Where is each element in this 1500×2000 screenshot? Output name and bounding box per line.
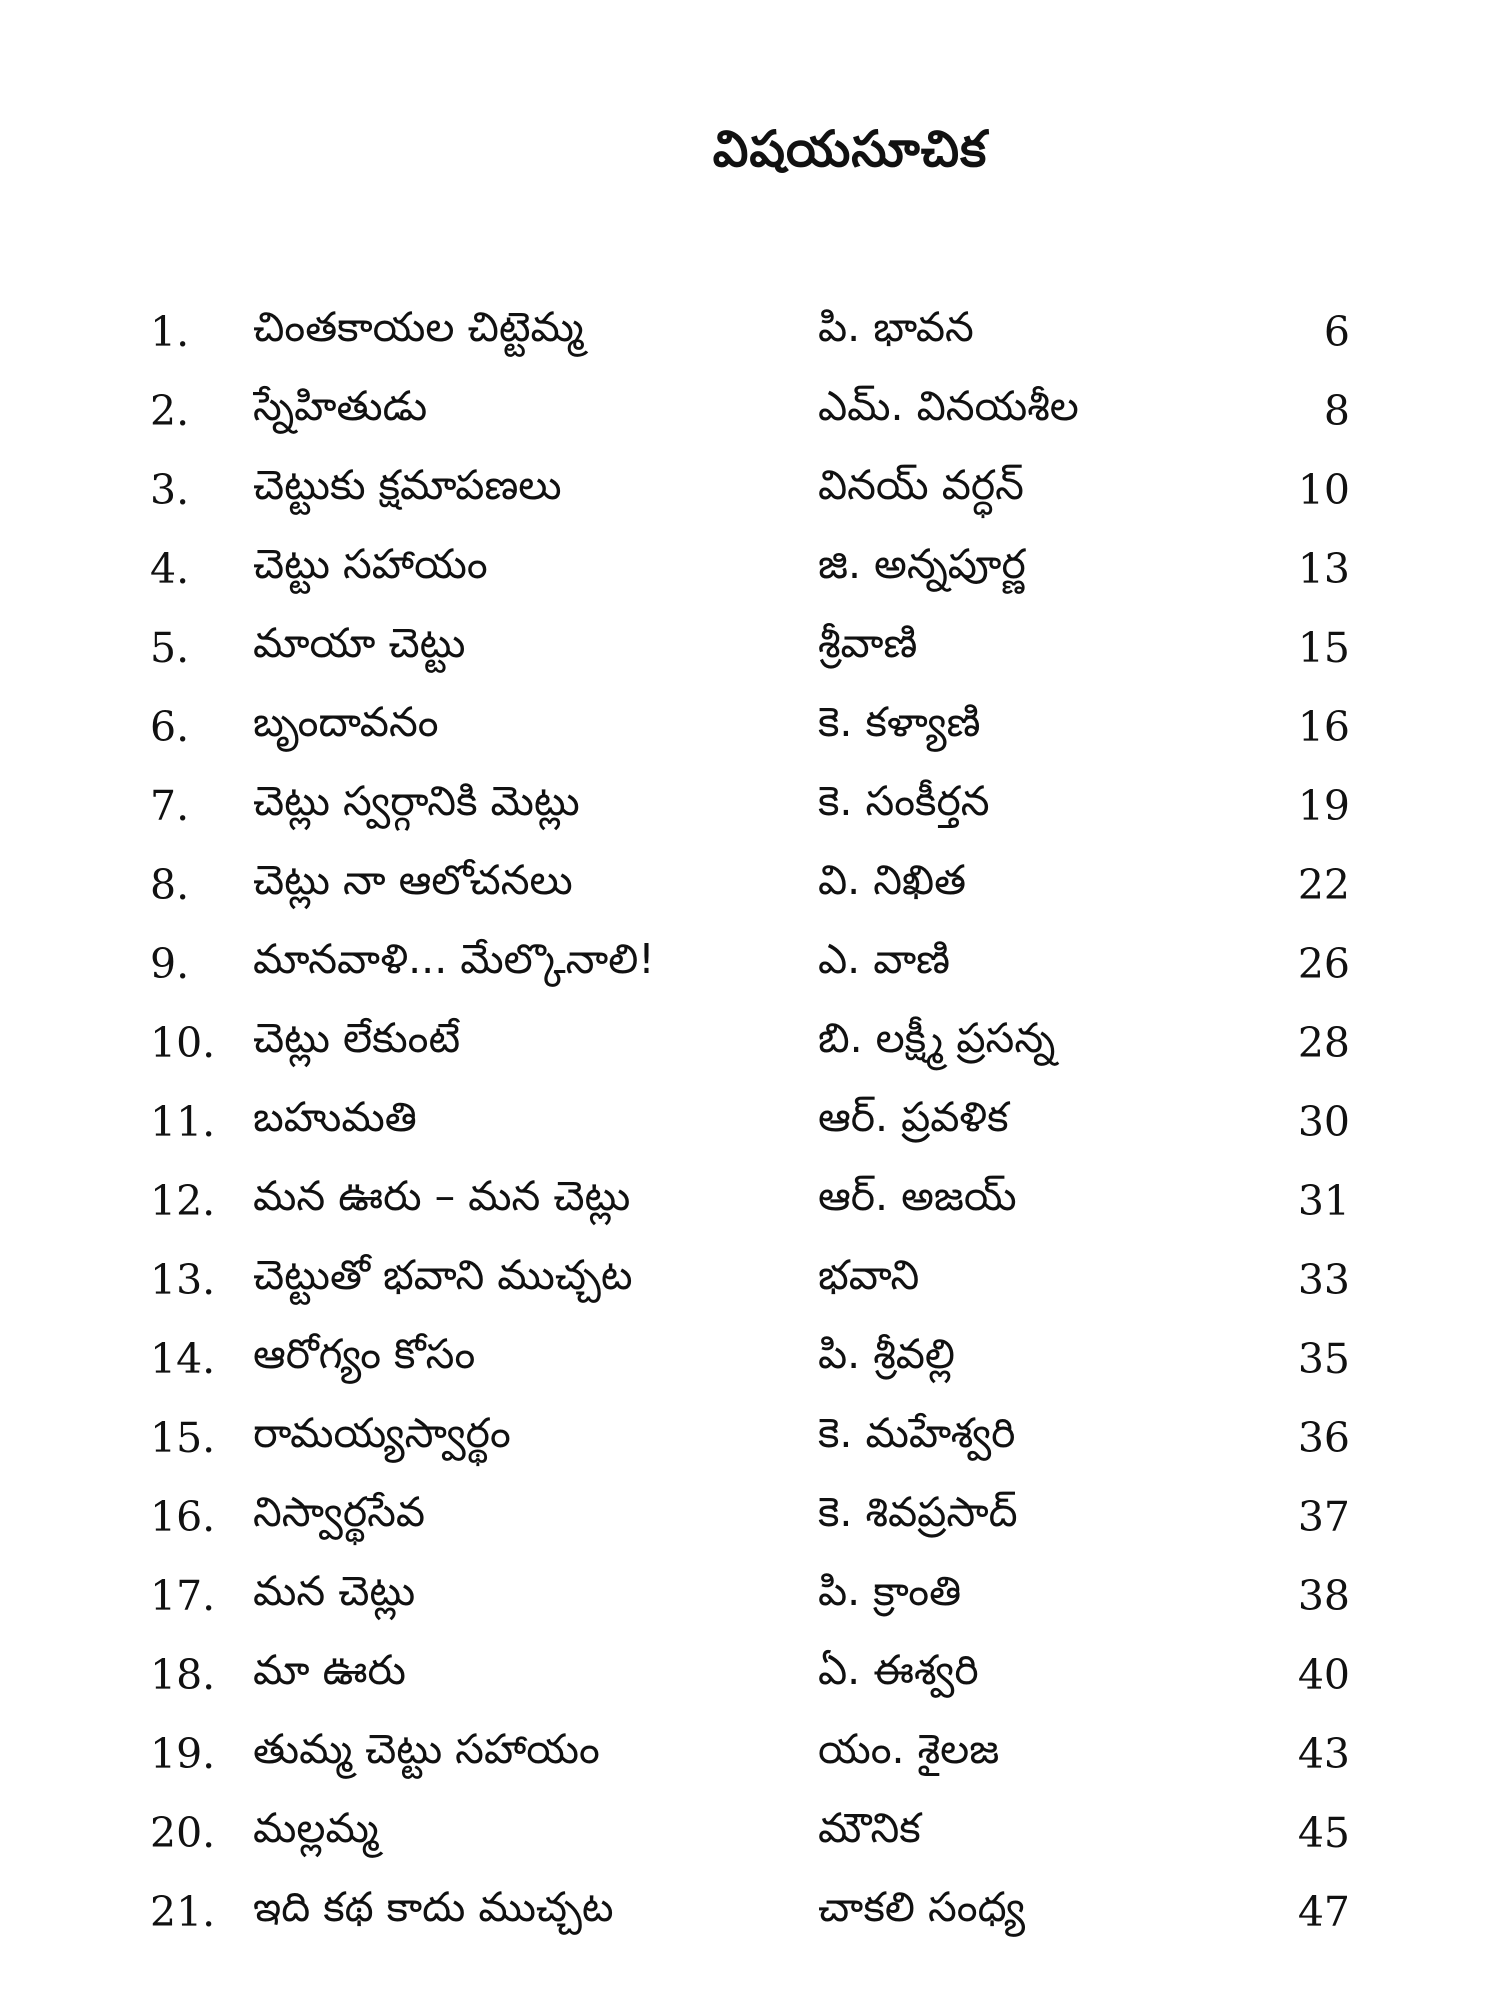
author-name: జి. అన్నపూర్ణ (818, 539, 1026, 588)
author-name: బి. లక్ష్మీ ప్రసన్న (818, 1013, 1056, 1062)
story-title: మా ఊరు (253, 1645, 406, 1694)
toc-entry (150, 1635, 1370, 1714)
page-number: 30 (1297, 1097, 1350, 1146)
toc-entry (150, 766, 1370, 845)
story-title: మన ఊరు – మన చెట్లు (253, 1171, 631, 1220)
entry-number: 18. (150, 1650, 216, 1699)
entry-number: 2. (150, 386, 190, 435)
story-title: చెట్లు స్వర్గానికి మెట్లు (253, 776, 580, 825)
entry-number: 5. (150, 623, 190, 672)
author-name: భవాని (818, 1250, 920, 1299)
story-title: చెట్లు నా ఆలోచనలు (253, 855, 573, 904)
story-title: మానవాళి... మేల్కొనాలి! (253, 934, 655, 983)
author-name: ఆర్. ప్రవళిక (818, 1092, 1009, 1141)
story-title: నిస్వార్థసేవ (253, 1487, 426, 1536)
author-name: ఏ. ఈశ్వరి (818, 1645, 979, 1694)
author-name: కె. సంకీర్తన (818, 776, 990, 825)
page-number: 10 (1297, 465, 1350, 514)
page-number: 35 (1297, 1334, 1350, 1383)
table-of-contents (150, 292, 1370, 1951)
author-name: మౌనిక (818, 1803, 921, 1852)
story-title: చెట్టు సహాయం (253, 539, 488, 588)
page-number: 33 (1297, 1255, 1350, 1304)
page-number: 8 (1323, 386, 1350, 435)
page-title: విషయసూచిక (712, 120, 988, 178)
story-title: ఇది కథ కాదు ముచ్చట (253, 1882, 614, 1931)
story-title: చెట్టుకు క్షమాపణలు (253, 460, 562, 509)
toc-entry (150, 1161, 1370, 1240)
author-name: పి. క్రాంతి (818, 1566, 962, 1615)
author-name: ఆర్. అజయ్ (818, 1171, 1017, 1220)
entry-number: 7. (150, 781, 190, 830)
story-title: మన చెట్లు (253, 1566, 416, 1615)
story-title: చెట్టుతో భవాని ముచ్చట (253, 1250, 633, 1299)
entry-number: 13. (150, 1255, 216, 1304)
story-title: బహుమతి (253, 1092, 417, 1141)
toc-entry (150, 608, 1370, 687)
author-name: కె. శివప్రసాద్ (818, 1487, 1018, 1536)
story-title: రామయ్యస్వార్థం (253, 1408, 511, 1457)
toc-entry (150, 1319, 1370, 1398)
entry-number: 12. (150, 1176, 216, 1225)
entry-number: 6. (150, 702, 190, 751)
toc-entry (150, 687, 1370, 766)
author-name: వినయ్ వర్ధన్ (818, 460, 1024, 509)
author-name: ఎమ్. వినయశీల (818, 381, 1079, 430)
entry-number: 19. (150, 1729, 216, 1778)
toc-entry (150, 529, 1370, 608)
author-name: చాకలి సంధ్య (818, 1882, 1026, 1931)
toc-entry (150, 1714, 1370, 1793)
page-number: 22 (1297, 860, 1350, 909)
author-name: పి. శ్రీవల్లి (818, 1329, 955, 1378)
story-title: చెట్లు లేకుంటే (253, 1013, 461, 1062)
entry-number: 3. (150, 465, 190, 514)
toc-entry (150, 1477, 1370, 1556)
page-number: 38 (1297, 1571, 1350, 1620)
page-number: 47 (1297, 1887, 1350, 1936)
entry-number: 16. (150, 1492, 216, 1541)
author-name: వి. నిఖిత (818, 855, 967, 904)
author-name: కె. మహేశ్వరి (818, 1408, 1016, 1457)
toc-entry (150, 1082, 1370, 1161)
toc-entry (150, 1398, 1370, 1477)
entry-number: 8. (150, 860, 190, 909)
entry-number: 4. (150, 544, 190, 593)
entry-number: 17. (150, 1571, 216, 1620)
author-name: కె. కళ్యాణి (818, 697, 981, 746)
toc-entry (150, 371, 1370, 450)
entry-number: 9. (150, 939, 190, 988)
page-number: 36 (1297, 1413, 1350, 1462)
page-number: 37 (1297, 1492, 1350, 1541)
page-number: 15 (1297, 623, 1350, 672)
entry-number: 1. (150, 307, 190, 356)
toc-entry (150, 1556, 1370, 1635)
author-name: యం. శైలజ (818, 1724, 1000, 1773)
page-number: 40 (1297, 1650, 1350, 1699)
entry-number: 20. (150, 1808, 216, 1857)
page-number: 6 (1323, 307, 1350, 356)
toc-entry (150, 924, 1370, 1003)
toc-entry (150, 450, 1370, 529)
toc-entry (150, 845, 1370, 924)
page-number: 16 (1297, 702, 1350, 751)
page-number: 43 (1297, 1729, 1350, 1778)
story-title: ఆరోగ్యం కోసం (253, 1329, 476, 1378)
page-number: 45 (1297, 1808, 1350, 1857)
toc-entry (150, 1003, 1370, 1082)
story-title: బృందావనం (253, 697, 439, 746)
entry-number: 14. (150, 1334, 216, 1383)
entry-number: 21. (150, 1887, 216, 1936)
story-title: తుమ్మ చెట్టు సహాయం (253, 1724, 600, 1773)
author-name: ఎ. వాణి (818, 934, 951, 983)
story-title: మాయా చెట్టు (253, 618, 466, 667)
entry-number: 10. (150, 1018, 216, 1067)
entry-number: 15. (150, 1413, 216, 1462)
story-title: మల్లమ్మ (253, 1803, 379, 1852)
toc-entry (150, 1793, 1370, 1872)
page-number: 31 (1297, 1176, 1350, 1225)
toc-entry (150, 292, 1370, 371)
author-name: శ్రీవాణి (818, 618, 918, 667)
story-title: స్నేహితుడు (253, 381, 428, 430)
toc-entry (150, 1240, 1370, 1319)
story-title: చింతకాయల చిట్టెమ్మ (253, 302, 584, 351)
page-number: 28 (1297, 1018, 1350, 1067)
entry-number: 11. (150, 1097, 216, 1146)
page-number: 19 (1297, 781, 1350, 830)
page-number: 26 (1297, 939, 1350, 988)
author-name: పి. భావన (818, 302, 974, 351)
page-number: 13 (1297, 544, 1350, 593)
toc-entry (150, 1872, 1370, 1951)
